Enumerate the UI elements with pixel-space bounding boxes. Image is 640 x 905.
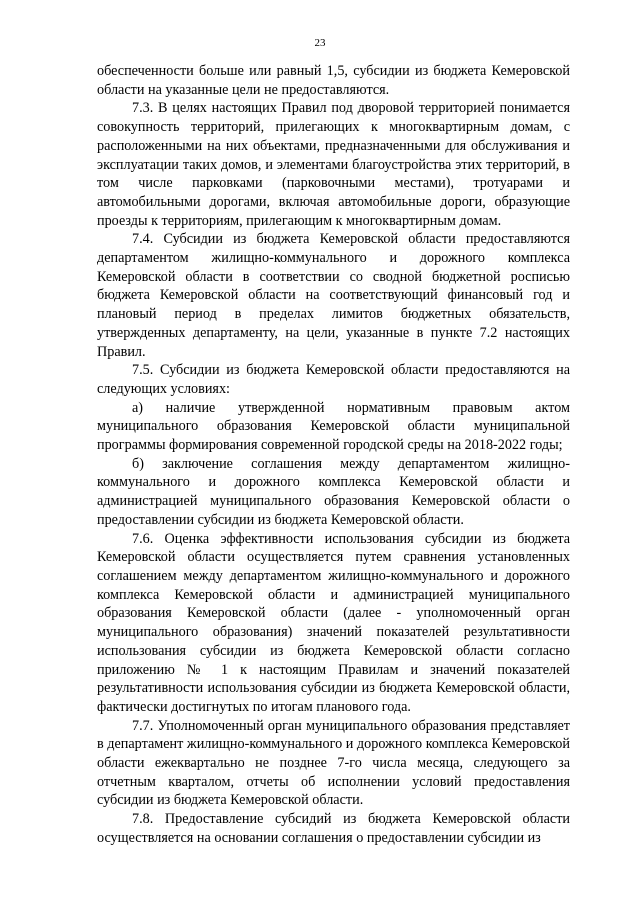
paragraph-7-5-a: а) наличие утвержденной нормативным правовым актом муниципального образования Кемеровской области муниципальной программы формирования современной городской среды на 2018-2022 годы; bbox=[97, 399, 570, 454]
page-number: 23 bbox=[314, 37, 326, 49]
paragraph-7-6: 7.6. Оценка эффективности использования субсидии из бюджета Кемеровской области осуществляется путем сравнения установленных соглашением между департаментом жилищно-коммунального и дорожного комплекса Кемеровской области и администрацией муниципального образования Кемеровской области (далее - уполномоченный орган муниципального образования) значений показателей результативности использования субсидии из бюджета Кемеровской области согласно приложению № 1 к настоящим Правилам и значений показателей результативности использования субсидии из бюджета Кемеровской области, фактически достигнутых по итогам планового года. bbox=[97, 530, 570, 715]
paragraph-7-7: 7.7. Уполномоченный орган муниципального образования представляет в департамент жилищно-коммунального и дорожного комплекса Кемеровской области ежеквартально не позднее 7-го числа месяца, следующего за отчетным кварталом, отчеты об исполнении условий предоставления субсидии из бюджета Кемеровской области. bbox=[97, 717, 570, 809]
document-body bbox=[97, 62, 570, 848]
paragraph-7-8: 7.8. Предоставление субсидий из бюджета Кемеровской области осуществляется на основании соглашения о предоставлении субсидии из bbox=[97, 811, 570, 846]
paragraph-7-3: 7.3. В целях настоящих Правил под дворовой территорией понимается совокупность территорий, прилегающих к многоквартирным домам, с расположенными на них объектами, предназначенными для обслуживания и эксплуатации таких домов, и элементами благоустройства этих территорий, в том числе парковками (парковочными местами), тротуарами и автомобильными дорогами, включая автомобильные дороги, образующие проезды к территориям, прилегающим к многоквартирным домам. bbox=[97, 100, 570, 229]
paragraph-7-2-continuation: обеспеченности больше или равный 1,5, субсидии из бюджета Кемеровской области на указанные цели не предоставляются. bbox=[97, 63, 570, 98]
paragraph-7-4: 7.4. Субсидии из бюджета Кемеровской области предоставляются департаментом жилищно-коммунального и дорожного комплекса Кемеровской области в соответствии со сводной бюджетной росписью бюджета Кемеровской области на соответствующий финансовый год и плановый период в пределах лимитов бюджетных обязательств, утвержденных департаменту, на цели, указанные в пункте 7.2 настоящих Правил. bbox=[97, 231, 570, 360]
paragraph-7-5: 7.5. Субсидии из бюджета Кемеровской области предоставляются на следующих условиях: bbox=[97, 362, 570, 397]
paragraph-7-5-b: б) заключение соглашения между департаментом жилищно-коммунального и дорожного комплекса Кемеровской области и администрацией муниципального образования Кемеровской области о предоставлении субсидии из бюджета Кемеровской области. bbox=[97, 455, 570, 528]
